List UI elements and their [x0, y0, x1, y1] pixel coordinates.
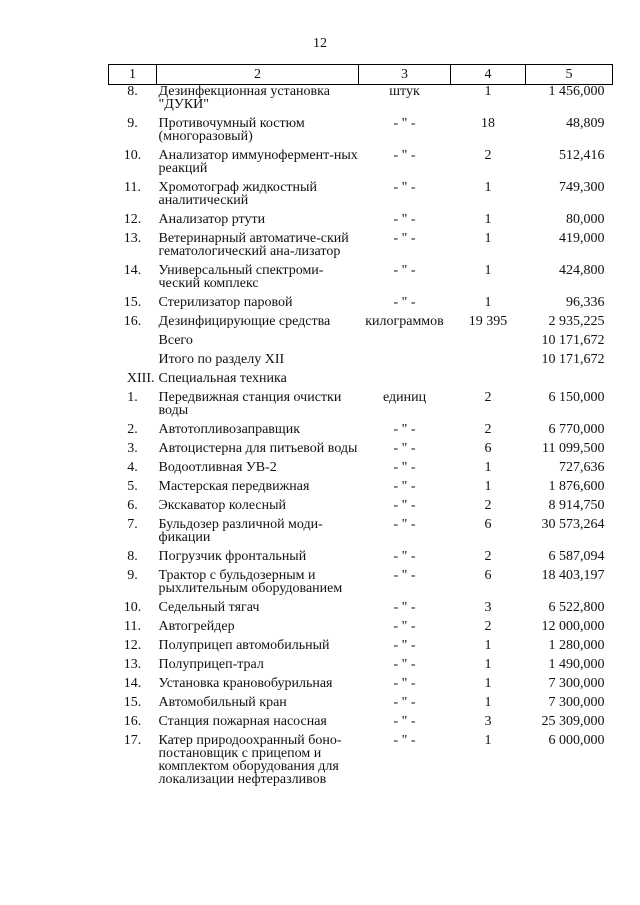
row-unit: - " - [393, 263, 416, 278]
row-number: 13. [123, 231, 142, 246]
row-name: Противочумный костюм (многоразовый) [158, 116, 305, 144]
row-value: 419,000 [559, 231, 605, 246]
row-value: 7 300,000 [548, 676, 605, 691]
table-row [109, 728, 613, 786]
row-name: Универсальный спектроми-ческий комплекс [158, 263, 324, 291]
row-value: 48,809 [566, 116, 605, 131]
row-name: Станция пожарная насосная [158, 714, 327, 729]
row-unit: - " - [393, 212, 416, 227]
row-name: Установка крановобурильная [158, 676, 333, 691]
table-row [109, 633, 613, 652]
row-quantity: 1 [484, 479, 492, 494]
row-name: Полуприцеп автомобильный [158, 638, 330, 653]
row-unit: - " - [393, 295, 416, 310]
row-name: Мастерская передвижная [158, 479, 310, 494]
row-value: 30 573,264 [541, 517, 605, 532]
row-value: 96,336 [566, 295, 605, 310]
row-number: 12. [123, 212, 142, 227]
row-name: Автомобильный кран [158, 695, 287, 710]
table-row [109, 366, 613, 385]
table-row [109, 226, 613, 258]
row-name: Водоотливная УВ-2 [158, 460, 277, 475]
table-row [109, 474, 613, 493]
table-row [109, 512, 613, 544]
row-number: XIII. [126, 371, 155, 386]
table-row [109, 385, 613, 417]
row-quantity: 1 [484, 263, 492, 278]
row-value: 8 914,750 [548, 498, 605, 513]
row-unit: - " - [393, 676, 416, 691]
row-quantity [451, 347, 526, 366]
row-unit: - " - [393, 638, 416, 653]
row-quantity [451, 328, 526, 347]
row-quantity: 6 [484, 517, 492, 532]
row-value: 6 000,000 [548, 733, 605, 748]
table-row [109, 709, 613, 728]
row-unit: - " - [393, 657, 416, 672]
header-col-5: 5 [526, 65, 613, 85]
row-quantity: 2 [484, 619, 492, 634]
row-quantity: 2 [484, 422, 492, 437]
row-unit: - " - [393, 479, 416, 494]
table-row [109, 207, 613, 226]
row-unit: - " - [393, 231, 416, 246]
table-row [109, 328, 613, 347]
row-quantity: 1 [484, 460, 492, 475]
row-value: 424,800 [559, 263, 605, 278]
row-number: 15. [123, 295, 142, 310]
row-unit: - " - [393, 180, 416, 195]
row-unit: - " - [393, 460, 416, 475]
table-row [109, 671, 613, 690]
equipment-table [108, 64, 613, 786]
row-quantity: 1 [484, 180, 492, 195]
row-value: 18 403,197 [541, 568, 605, 583]
row-value: 10 171,672 [541, 352, 605, 367]
row-quantity: 2 [484, 498, 492, 513]
row-number: 7. [127, 517, 138, 532]
row-number: 14. [123, 676, 142, 691]
row-name: Бульдозер различной моди-фикации [158, 517, 323, 545]
row-number: 8. [127, 84, 138, 99]
row-unit: - " - [393, 733, 416, 748]
table-row [109, 436, 613, 455]
row-number: 9. [127, 568, 138, 583]
row-name: Дезинфицирующие средства [158, 314, 331, 329]
row-quantity: 2 [484, 148, 492, 163]
row-name: Седельный тягач [158, 600, 260, 615]
header-col-3: 3 [359, 65, 451, 85]
row-value [526, 366, 613, 385]
table-row [109, 175, 613, 207]
row-value: 512,416 [559, 148, 605, 163]
row-unit: - " - [393, 714, 416, 729]
row-unit [359, 347, 451, 366]
row-name: Всего [158, 333, 193, 348]
row-quantity: 6 [484, 441, 492, 456]
row-quantity: 18 [481, 116, 495, 131]
row-quantity [451, 366, 526, 385]
row-value: 12 000,000 [541, 619, 605, 634]
row-unit: - " - [393, 600, 416, 615]
table-row [109, 544, 613, 563]
table-row [109, 652, 613, 671]
row-number: 14. [123, 263, 142, 278]
row-name: Трактор с бульдозерным и рыхлительным оборудованием [158, 568, 343, 596]
header-col-2: 2 [157, 65, 359, 85]
table-row [109, 417, 613, 436]
row-number: 3. [127, 441, 138, 456]
row-name: Автоцистерна для питьевой воды [158, 441, 358, 456]
row-number: 13. [123, 657, 142, 672]
row-number: 12. [123, 638, 142, 653]
row-number: 2. [127, 422, 138, 437]
row-quantity: 2 [484, 549, 492, 564]
row-number: 11. [124, 180, 141, 195]
row-number: 5. [127, 479, 138, 494]
row-value: 727,636 [559, 460, 605, 475]
row-name: Передвижная станция очистки воды [158, 390, 342, 418]
row-quantity: 1 [484, 638, 492, 653]
row-unit: - " - [393, 517, 416, 532]
row-name: Анализатор ртути [158, 212, 266, 227]
row-number: 15. [123, 695, 142, 710]
row-unit: - " - [393, 116, 416, 131]
row-number [109, 347, 157, 366]
row-name: Автогрейдер [158, 619, 235, 634]
row-unit: штук [389, 84, 420, 99]
row-name: Экскаватор колесный [158, 498, 286, 513]
row-name: Дезинфекционная установка "ДУКИ" [158, 84, 330, 112]
row-unit: - " - [393, 619, 416, 634]
row-number: 6. [127, 498, 138, 513]
row-quantity: 1 [484, 695, 492, 710]
row-value: 1 490,000 [548, 657, 605, 672]
row-unit: - " - [393, 568, 416, 583]
row-name: Стерилизатор паровой [158, 295, 293, 310]
row-value: 749,300 [559, 180, 605, 195]
row-value: 7 300,000 [548, 695, 605, 710]
row-number: 10. [123, 148, 142, 163]
table-row [109, 85, 613, 112]
row-quantity: 1 [484, 733, 492, 748]
row-number: 10. [123, 600, 142, 615]
header-row [109, 65, 613, 85]
row-value: 25 309,000 [541, 714, 605, 729]
row-name: Итого по разделу XII [158, 352, 285, 367]
row-value: 1 280,000 [548, 638, 605, 653]
row-quantity: 6 [484, 568, 492, 583]
header-col-4: 4 [451, 65, 526, 85]
row-value: 1 876,600 [548, 479, 605, 494]
row-name: Ветеринарный автоматиче-ский гематологический ана-лизатор [158, 231, 349, 259]
row-value: 11 099,500 [542, 441, 605, 456]
row-value: 6 150,000 [548, 390, 605, 405]
page-number: 12 [313, 36, 327, 51]
row-value: 6 770,000 [548, 422, 605, 437]
row-unit: - " - [393, 441, 416, 456]
row-quantity: 3 [484, 600, 492, 615]
table-row [109, 258, 613, 290]
table-row [109, 563, 613, 595]
table-row [109, 111, 613, 143]
row-name: Погрузчик фронтальный [158, 549, 307, 564]
row-quantity: 1 [484, 295, 492, 310]
row-unit: - " - [393, 549, 416, 564]
row-unit: - " - [393, 422, 416, 437]
row-name: Хромотограф жидкостный аналитический [158, 180, 317, 208]
row-name: Специальная техника [158, 371, 287, 386]
table-row [109, 290, 613, 309]
row-value: 1 456,000 [548, 84, 605, 99]
table-row [109, 614, 613, 633]
row-number: 17. [123, 733, 142, 748]
table-row [109, 690, 613, 709]
row-quantity: 1 [484, 657, 492, 672]
table-row [109, 143, 613, 175]
row-quantity: 3 [484, 714, 492, 729]
row-name: Анализатор иммунофермент-ных реакций [158, 148, 358, 176]
row-value: 6 587,094 [548, 549, 605, 564]
row-value: 6 522,800 [548, 600, 605, 615]
row-value: 10 171,672 [541, 333, 605, 348]
row-quantity: 1 [484, 231, 492, 246]
row-number: 11. [124, 619, 141, 634]
row-unit [359, 328, 451, 347]
row-number: 16. [123, 314, 142, 329]
table-row [109, 309, 613, 328]
row-unit: - " - [393, 498, 416, 513]
row-number: 16. [123, 714, 142, 729]
row-name: Автотопливозаправщик [158, 422, 300, 437]
table-row [109, 347, 613, 366]
row-quantity: 1 [484, 84, 492, 99]
row-name: Катер природоохранный боно-постановщик с прицепом и комплектом оборудования для локализации нефтеразливов [158, 733, 342, 787]
row-number: 9. [127, 116, 138, 131]
row-name: Полуприцеп-трал [158, 657, 264, 672]
row-number: 8. [127, 549, 138, 564]
row-number: 1. [127, 390, 138, 405]
row-number [109, 328, 157, 347]
row-quantity: 1 [484, 676, 492, 691]
table-body [109, 85, 613, 787]
row-unit: килограммов [365, 314, 444, 329]
table-row [109, 493, 613, 512]
row-unit: - " - [393, 148, 416, 163]
row-quantity: 2 [484, 390, 492, 405]
header-col-1: 1 [109, 65, 157, 85]
table-row [109, 455, 613, 474]
row-quantity: 19 395 [468, 314, 508, 329]
row-value: 80,000 [566, 212, 605, 227]
row-unit: - " - [393, 695, 416, 710]
row-unit: единиц [382, 390, 427, 405]
table-row [109, 595, 613, 614]
row-unit [359, 366, 451, 385]
row-quantity: 1 [484, 212, 492, 227]
row-number: 4. [127, 460, 138, 475]
row-value: 2 935,225 [548, 314, 605, 329]
